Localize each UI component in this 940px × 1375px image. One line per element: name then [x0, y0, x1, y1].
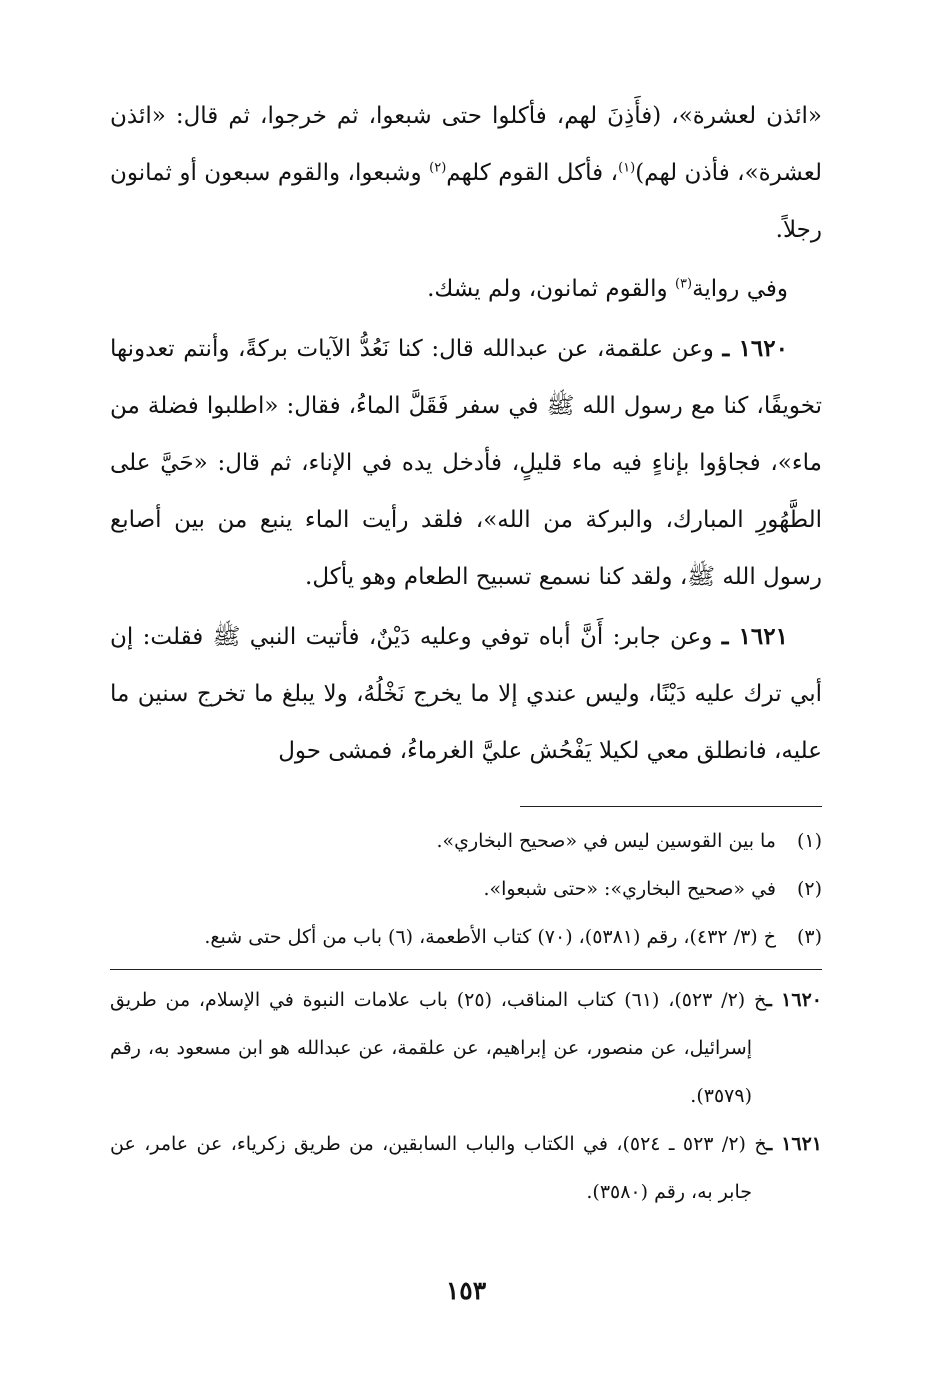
hadith-1620 — [110, 320, 822, 606]
source-note-1621 — [110, 1120, 822, 1216]
sources-divider — [110, 969, 822, 970]
footnote-divider — [520, 806, 822, 807]
text-segment: والقوم ثمانون، ولم يشك. — [427, 276, 675, 302]
footnotes — [110, 817, 822, 961]
footnote-number: (٣) — [796, 926, 822, 948]
footnote-item — [110, 865, 822, 913]
footnote-number: (١) — [796, 830, 822, 852]
source-text: خ (٢/ ٥٢٣)، (٦١) كتاب المناقب، (٢٥) باب علامات النبوة في الإسلام، من طريق إسرائيل، عن منصور، عن إبراهيم، عن علقمة، عن عبدالله هو ابن مسعود به، رقم (٣٥٧٩). — [110, 989, 767, 1107]
page-body — [110, 88, 822, 1216]
source-number: ١٦٢١ ـ — [766, 1133, 823, 1155]
main-text — [110, 88, 822, 780]
hadith-number: ١٦٢١ ـ — [721, 623, 788, 650]
paragraph-variant-narration — [110, 261, 822, 318]
hadith-text: وعن علقمة، عن عبدالله قال: كنا نَعُدُّ الآيات بركةً، وأنتم تعدونها تخويفًا، كنا مع رسول الله ﷺ في سفر فَقَلَّ الماءُ، فقال: «اطلبوا فضلة من ماء»، فجاؤوا بإناءٍ فيه ماء قليلٍ، فأدخل يده في الإناء، ثم قال: «حَيَّ على الطَّهُورِ المبارك، والبركة من الله»، فلقد رأيت الماء ينبع من بين أصابع رسول الله ﷺ، ولقد كنا نسمع تسبيح الطعام وهو يأكل. — [110, 336, 822, 590]
footnote-ref-3: (٣) — [674, 276, 693, 292]
text-segment: وشبعوا، والقوم سبعون أو ثمانون رجلاً. — [110, 160, 822, 243]
source-number: ١٦٢٠ ـ — [766, 989, 822, 1011]
footnote-item — [110, 913, 822, 961]
footnote-number: (٢) — [796, 878, 822, 900]
footnote-text: في «صحيح البخاري»: «حتى شبعوا». — [483, 878, 776, 900]
footnote-text: ما بين القوسين ليس في «صحيح البخاري». — [436, 830, 776, 852]
footnote-text: خ (٣/ ٤٣٢)، رقم (٥٣٨١)، (٧٠) كتاب الأطعمة، (٦) باب من أكل حتى شبع. — [204, 926, 776, 948]
hadith-1621 — [110, 608, 822, 780]
footnote-ref-1: (١) — [618, 160, 636, 176]
page-number: ١٥٣ — [445, 1276, 487, 1305]
source-note-1620 — [110, 976, 822, 1120]
text-segment: وفي رواية — [692, 276, 788, 302]
text-segment: ، فأكل القوم كلهم — [446, 160, 619, 186]
source-text: خ (٢/ ٥٢٣ ـ ٥٢٤)، في الكتاب والباب السابقين، من طريق زكرياء، عن عامر، عن جابر به، رقم (٣٥٨٠). — [110, 1133, 767, 1203]
source-notes — [110, 976, 822, 1216]
paragraph-continuation — [110, 88, 822, 259]
footnote-item — [110, 817, 822, 865]
text-segment: «ائذن لعشرة»، (فأَذِنَ لهم، فأكلوا حتى شبعوا، ثم خرجوا، ثم قال: «ائذن لعشرة»، فأذن لهم) — [110, 103, 822, 186]
hadith-text: وعن جابر: أَنَّ أباه توفي وعليه دَيْنٌ، فأتيت النبي ﷺ فقلت: إن أبي ترك عليه دَيْنًا، وليس عندي إلا ما يخرج نَخْلُهُ، ولا يبلغ ما تخرج سنين ما عليه، فانطلق معي لكيلا يَفْحُش عليَّ الغرماءُ، فمشى حول — [110, 624, 822, 764]
footnote-ref-2: (٢) — [429, 160, 447, 176]
hadith-number: ١٦٢٠ ـ — [722, 335, 788, 362]
